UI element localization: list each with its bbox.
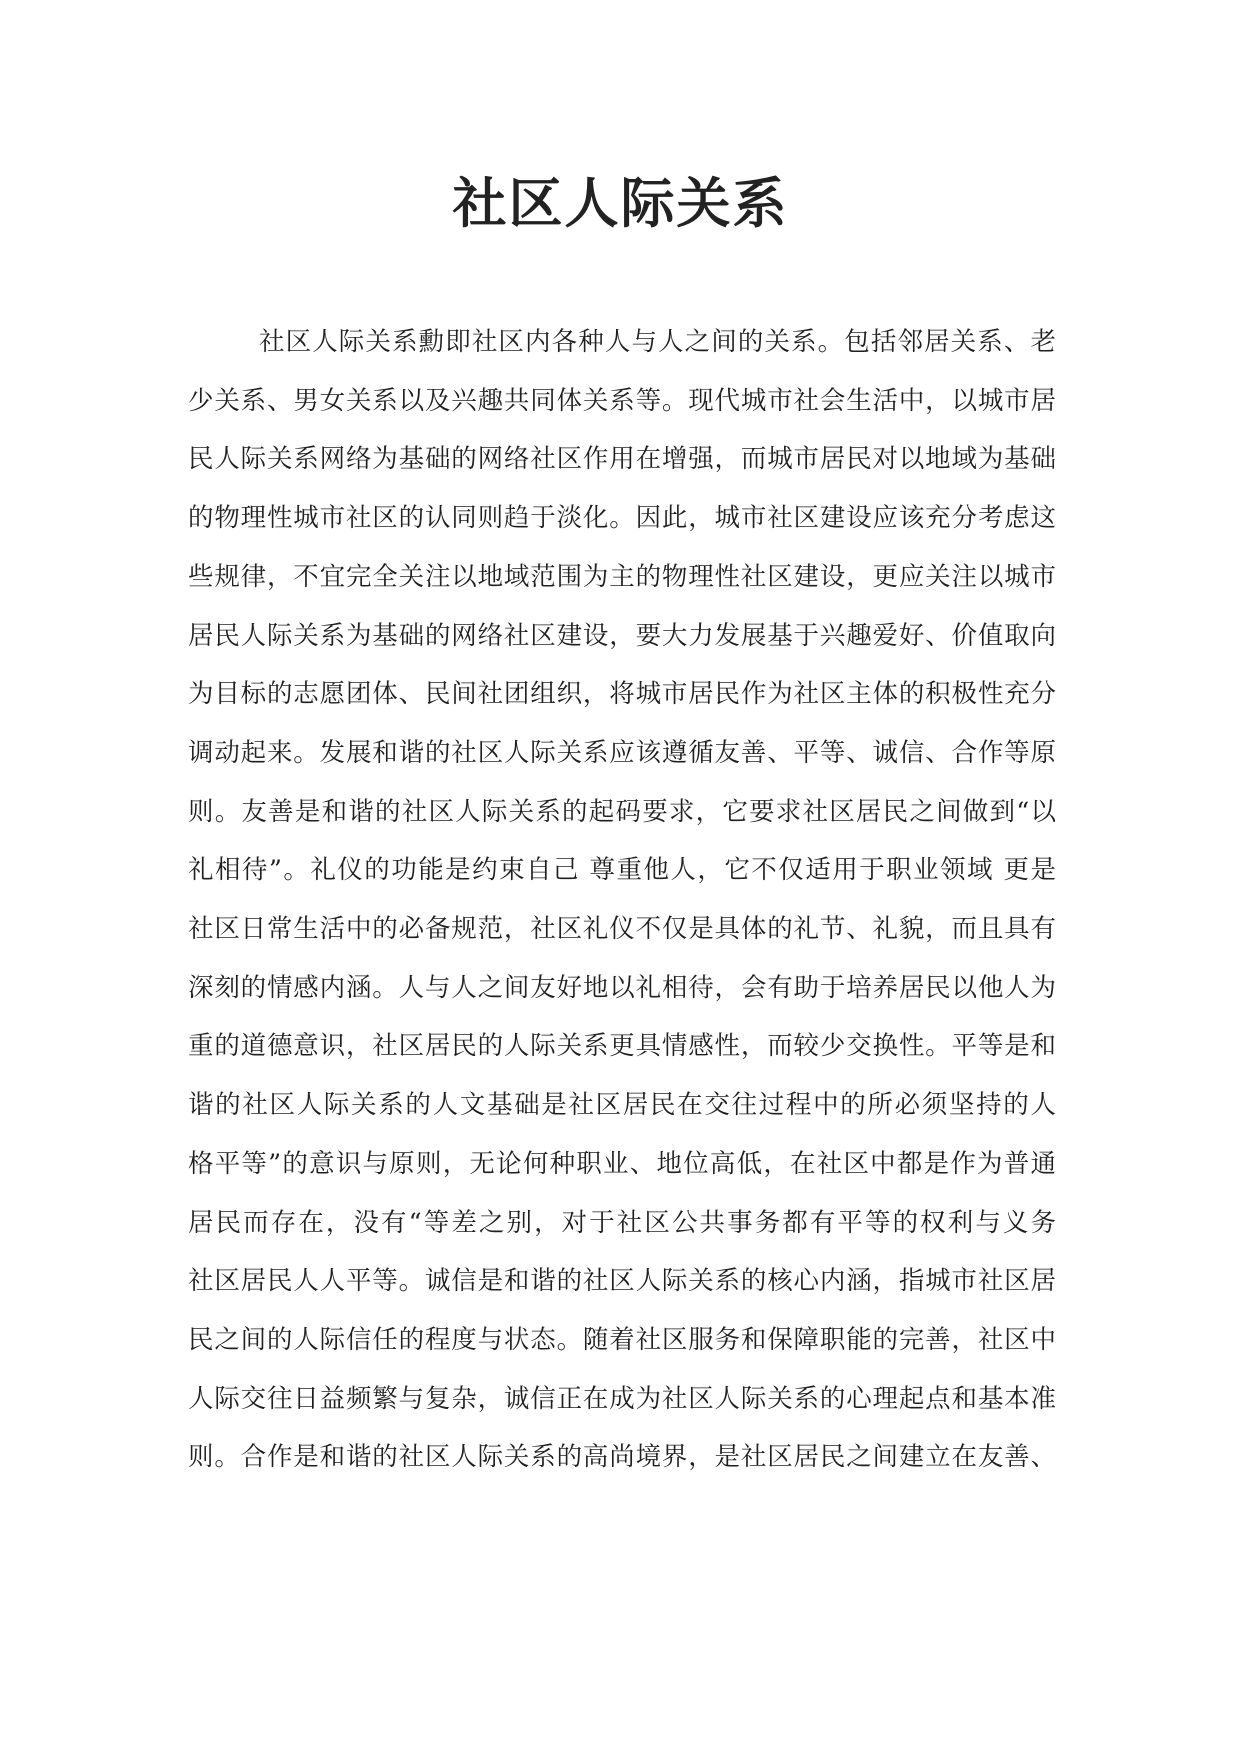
paragraph-line: 社区人际关系勳即社区内各种人与人之间的关系。包括邻居关系、老 xyxy=(259,327,1056,357)
paragraph-line: 格平等”的意识与原则，无论何种职业、地位高低，在社区中都是作为普通 xyxy=(188,1148,1056,1179)
paragraph-line: 些规律，不宜完全关注以地域范围为主的物理性社区建设，更应关注以城市 xyxy=(188,561,1056,592)
paragraph-line: 社区日常生活中的必备规范，社区礼仪不仅是具体的礼节、礼貌，而且具有 xyxy=(188,914,1056,944)
paragraph-line: 少关系、男女关系以及兴趣共同体关系等。现代城市社会生活中，以城市居 xyxy=(188,385,1056,416)
paragraph-line: 调动起来。发展和谐的社区人际关系应该遵循友善、平等、诚信、合作等原 xyxy=(188,737,1056,768)
paragraph-line: 重的道德意识，社区居民的人际关系更具情感性，而较少交换性。平等是和 xyxy=(188,1031,1056,1062)
paragraph-line: 深刻的情感内涵。人与人之间友好地以礼相待，会有助于培养居民以他人为 xyxy=(188,972,1056,1003)
paragraph-line: 社区居民人人平等。诚信是和谐的社区人际关系的核心内涵，指城市社区居 xyxy=(188,1266,1056,1297)
paragraph-line: 居民而存在，没有“等差之别，对于社区公共事务都有平等的权利与义务 xyxy=(188,1207,1056,1238)
paragraph-line: 为目标的志愿团体、民间社团组织，将城市居民作为社区主体的积极性充分 xyxy=(188,679,1056,710)
paragraph-line: 的物理性城市社区的认同则趋于淡化。因此，城市社区建设应该充分考虑这 xyxy=(188,503,1056,534)
paragraph-line: 居民人际关系为基础的网络社区建设，要大力发展基于兴趣爱好、价值取向 xyxy=(188,620,1056,651)
paragraph-line: 民之间的人际信任的程度与状态。随着社区服务和保障职能的完善，社区中 xyxy=(188,1324,1056,1355)
paragraph-line: 礼相待”。礼仪的功能是约束自己 尊重他人，它不仅适用于职业领域 更是 xyxy=(188,855,1056,886)
paragraph-line: 民人际关系网络为基础的网络社区作用在增强，而城市居民对以地域为基础 xyxy=(188,444,1056,475)
paragraph-line: 人际交往日益频繁与复杂，诚信正在成为社区人际关系的心理起点和基本准 xyxy=(188,1383,1056,1414)
page-title: 社区人际关系 xyxy=(452,171,789,235)
paragraph-line: 则。友善是和谐的社区人际关系的起码要求，它要求社区居民之间做到“以 xyxy=(188,796,1056,827)
paragraph-line: 则。合作是和谐的社区人际关系的高尚境界，是社区居民之间建立在友善、 xyxy=(188,1442,1056,1473)
paragraph-line: 谐的社区人际关系的人文基础是社区居民在交往过程中的所必须坚持的人 xyxy=(188,1090,1056,1121)
